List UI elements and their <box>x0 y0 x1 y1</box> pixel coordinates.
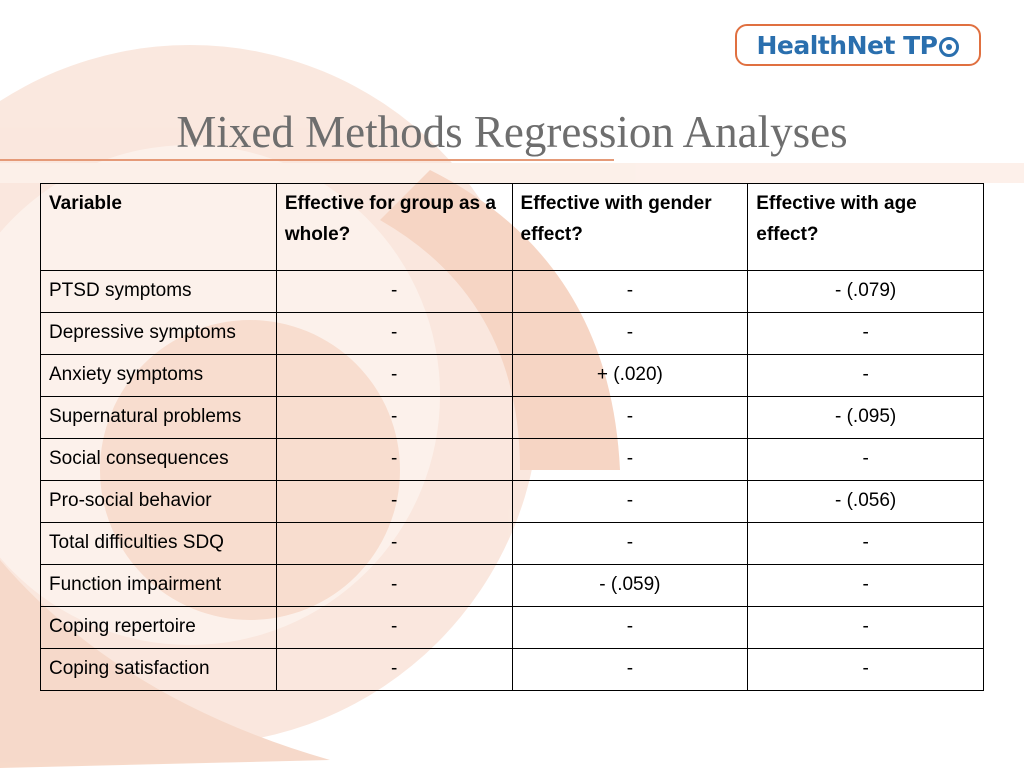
value-cell: - <box>276 355 512 397</box>
tpo-o-mark-icon <box>939 37 959 57</box>
value-cell: - <box>512 481 748 523</box>
value-cell: - <box>276 397 512 439</box>
variable-cell: Coping satisfaction <box>41 649 277 691</box>
value-cell: - <box>276 481 512 523</box>
value-cell: - <box>512 649 748 691</box>
value-cell: - <box>748 439 984 481</box>
logo-text: HealthNet TP <box>756 30 938 60</box>
table-row <box>41 313 984 355</box>
value-cell: - <box>276 271 512 313</box>
value-cell: - <box>512 397 748 439</box>
value-cell: - <box>512 607 748 649</box>
value-cell: - <box>748 355 984 397</box>
variable-cell: Coping repertoire <box>41 607 277 649</box>
table-row <box>41 565 984 607</box>
value-cell: - <box>276 565 512 607</box>
table-row <box>41 439 984 481</box>
table-row <box>41 397 984 439</box>
healthnet-tpo-logo <box>735 24 981 66</box>
value-cell: - (.079) <box>748 271 984 313</box>
value-cell: - <box>276 649 512 691</box>
variable-cell: PTSD symptoms <box>41 271 277 313</box>
value-cell: - <box>748 523 984 565</box>
table-row <box>41 607 984 649</box>
value-cell: - (.059) <box>512 565 748 607</box>
table-row <box>41 523 984 565</box>
value-cell: - <box>748 649 984 691</box>
variable-cell: Anxiety symptoms <box>41 355 277 397</box>
value-cell: - <box>512 313 748 355</box>
results-table <box>40 183 984 691</box>
header-cell: Effective for group as a whole? <box>276 184 512 271</box>
variable-cell: Social consequences <box>41 439 277 481</box>
value-cell: - <box>748 565 984 607</box>
header-cell: Effective with age effect? <box>748 184 984 271</box>
value-cell: - <box>276 313 512 355</box>
table-row <box>41 355 984 397</box>
header-cell: Effective with gender effect? <box>512 184 748 271</box>
value-cell: - <box>512 523 748 565</box>
value-cell: - <box>748 313 984 355</box>
value-cell: - <box>512 439 748 481</box>
table-header-row <box>41 184 984 271</box>
value-cell: - <box>276 607 512 649</box>
table-row <box>41 481 984 523</box>
value-cell: - <box>276 523 512 565</box>
value-cell: - <box>748 607 984 649</box>
table-row <box>41 271 984 313</box>
title-underline <box>0 159 614 161</box>
value-cell: - (.095) <box>748 397 984 439</box>
value-cell: + (.020) <box>512 355 748 397</box>
variable-cell: Depressive symptoms <box>41 313 277 355</box>
variable-cell: Pro-social behavior <box>41 481 277 523</box>
table-row <box>41 649 984 691</box>
value-cell: - <box>276 439 512 481</box>
slide-title: Mixed Methods Regression Analyses <box>176 107 848 157</box>
value-cell: - <box>512 271 748 313</box>
variable-cell: Function impairment <box>41 565 277 607</box>
variable-cell: Total difficulties SDQ <box>41 523 277 565</box>
value-cell: - (.056) <box>748 481 984 523</box>
variable-cell: Supernatural problems <box>41 397 277 439</box>
header-cell: Variable <box>41 184 277 271</box>
